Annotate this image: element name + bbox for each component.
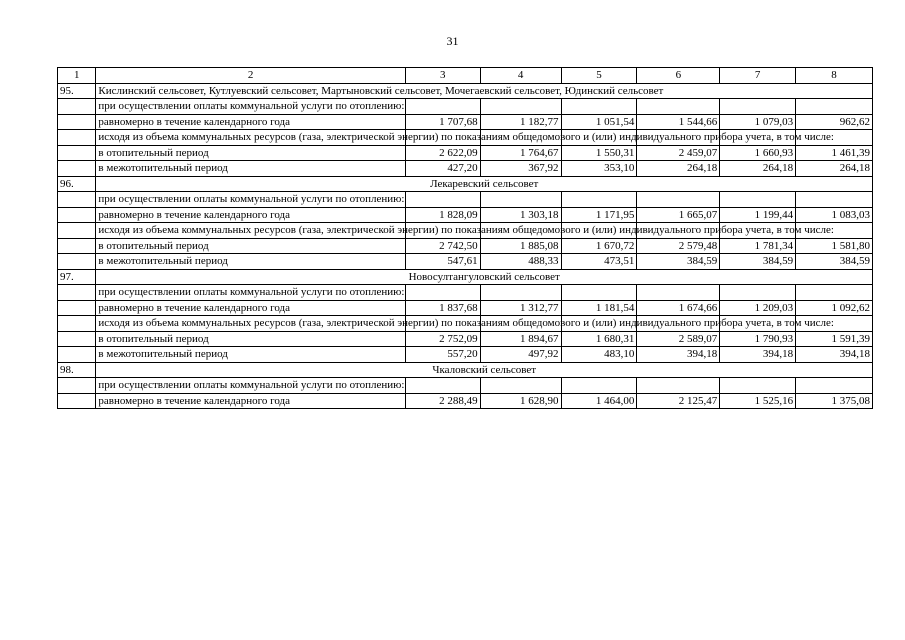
empty-cell xyxy=(405,99,480,115)
table-row xyxy=(58,347,873,363)
empty-cell xyxy=(720,378,796,394)
row-index: 95. xyxy=(58,83,96,99)
value-cell: 1 312,77 xyxy=(480,300,561,316)
column-number: 7 xyxy=(720,68,796,84)
value-cell: 1 209,03 xyxy=(720,300,796,316)
row-description: при осуществлении оплаты коммунальной услуги по отоплению: xyxy=(96,99,405,115)
table-row xyxy=(58,331,873,347)
value-cell: 1 680,31 xyxy=(561,331,637,347)
value-cell: 1 665,07 xyxy=(637,207,720,223)
value-cell: 2 752,09 xyxy=(405,331,480,347)
empty-cell xyxy=(58,300,96,316)
empty-cell xyxy=(637,285,720,301)
column-number: 6 xyxy=(637,68,720,84)
value-cell: 1 828,09 xyxy=(405,207,480,223)
column-number: 5 xyxy=(561,68,637,84)
region-row xyxy=(58,176,873,192)
empty-cell xyxy=(720,285,796,301)
empty-cell xyxy=(796,99,873,115)
row-description: при осуществлении оплаты коммунальной услуги по отоплению: xyxy=(96,192,405,208)
value-cell: 547,61 xyxy=(405,254,480,270)
value-cell: 1 092,62 xyxy=(796,300,873,316)
row-index: 96. xyxy=(58,176,96,192)
value-cell: 1 079,03 xyxy=(720,114,796,130)
page-number: 31 xyxy=(446,34,459,48)
empty-cell xyxy=(58,378,96,394)
empty-cell xyxy=(58,223,96,239)
value-cell: 2 459,07 xyxy=(637,145,720,161)
value-cell: 1 894,67 xyxy=(480,331,561,347)
row-description: в межотопительный период xyxy=(96,254,405,270)
region-name: Лекаревский сельсовет xyxy=(96,176,873,192)
value-cell: 1 461,39 xyxy=(796,145,873,161)
table-row xyxy=(58,114,873,130)
value-cell: 473,51 xyxy=(561,254,637,270)
column-number: 2 xyxy=(96,68,405,84)
value-cell: 1 670,72 xyxy=(561,238,637,254)
value-cell: 394,18 xyxy=(720,347,796,363)
value-cell: 367,92 xyxy=(480,161,561,177)
tariff-table xyxy=(57,67,873,409)
value-cell: 264,18 xyxy=(720,161,796,177)
empty-cell xyxy=(480,378,561,394)
empty-cell xyxy=(58,393,96,409)
value-cell: 384,59 xyxy=(720,254,796,270)
empty-cell xyxy=(58,114,96,130)
empty-cell xyxy=(561,192,637,208)
empty-cell xyxy=(58,207,96,223)
empty-cell xyxy=(58,331,96,347)
row-description: при осуществлении оплаты коммунальной услуги по отоплению: xyxy=(96,378,405,394)
region-row xyxy=(58,362,873,378)
row-description: в отопительный период xyxy=(96,145,405,161)
value-cell: 1 525,16 xyxy=(720,393,796,409)
column-number: 1 xyxy=(58,68,96,84)
empty-cell xyxy=(796,285,873,301)
value-cell: 1 303,18 xyxy=(480,207,561,223)
table-row xyxy=(58,393,873,409)
empty-cell xyxy=(720,192,796,208)
table-row xyxy=(58,238,873,254)
value-cell: 1 550,31 xyxy=(561,145,637,161)
empty-cell xyxy=(58,99,96,115)
value-cell: 2 589,07 xyxy=(637,331,720,347)
row-description: в отопительный период xyxy=(96,238,405,254)
row-description: равномерно в течение календарного года xyxy=(96,393,405,409)
value-cell: 384,59 xyxy=(637,254,720,270)
row-description: равномерно в течение календарного года xyxy=(96,114,405,130)
empty-cell xyxy=(480,285,561,301)
value-cell: 2 622,09 xyxy=(405,145,480,161)
empty-cell xyxy=(796,378,873,394)
value-cell: 2 579,48 xyxy=(637,238,720,254)
region-row xyxy=(58,83,873,99)
column-number: 8 xyxy=(796,68,873,84)
table-row xyxy=(58,223,873,239)
value-cell: 483,10 xyxy=(561,347,637,363)
value-cell: 1 781,34 xyxy=(720,238,796,254)
value-cell: 394,18 xyxy=(637,347,720,363)
row-description: равномерно в течение календарного года xyxy=(96,207,405,223)
empty-cell xyxy=(796,192,873,208)
value-cell: 1 885,08 xyxy=(480,238,561,254)
value-cell: 488,33 xyxy=(480,254,561,270)
row-description: исходя из объема коммунальных ресурсов (газа, электрической энергии) по показаниям общедомового и (или) индивидуального прибора учета, в том числе: xyxy=(96,223,405,239)
value-cell: 557,20 xyxy=(405,347,480,363)
value-cell: 2 288,49 xyxy=(405,393,480,409)
empty-cell xyxy=(58,316,96,332)
empty-cell xyxy=(405,192,480,208)
value-cell: 2 742,50 xyxy=(405,238,480,254)
row-description: равномерно в течение календарного года xyxy=(96,300,405,316)
value-cell: 264,18 xyxy=(637,161,720,177)
empty-cell xyxy=(561,378,637,394)
value-cell: 1 707,68 xyxy=(405,114,480,130)
value-cell: 384,59 xyxy=(796,254,873,270)
empty-cell xyxy=(561,285,637,301)
value-cell: 1 581,80 xyxy=(796,238,873,254)
value-cell: 1 591,39 xyxy=(796,331,873,347)
table-row xyxy=(58,285,873,301)
empty-cell xyxy=(405,285,480,301)
row-description: при осуществлении оплаты коммунальной услуги по отоплению: xyxy=(96,285,405,301)
value-cell: 1 790,93 xyxy=(720,331,796,347)
empty-cell xyxy=(58,161,96,177)
value-cell: 2 125,47 xyxy=(637,393,720,409)
table-row xyxy=(58,145,873,161)
value-cell: 1 674,66 xyxy=(637,300,720,316)
region-row xyxy=(58,269,873,285)
value-cell: 1 083,03 xyxy=(796,207,873,223)
region-name: Чкаловский сельсовет xyxy=(96,362,873,378)
row-description: в межотопительный период xyxy=(96,161,405,177)
value-cell: 1 171,95 xyxy=(561,207,637,223)
table-row xyxy=(58,207,873,223)
row-description: исходя из объема коммунальных ресурсов (газа, электрической энергии) по показаниям общедомового и (или) индивидуального прибора учета, в том числе: xyxy=(96,130,405,146)
value-cell: 1 051,54 xyxy=(561,114,637,130)
table-row xyxy=(58,378,873,394)
table-row xyxy=(58,254,873,270)
value-cell: 1 764,67 xyxy=(480,145,561,161)
empty-cell xyxy=(58,145,96,161)
table-row xyxy=(58,161,873,177)
value-cell: 427,20 xyxy=(405,161,480,177)
empty-cell xyxy=(637,378,720,394)
empty-cell xyxy=(58,254,96,270)
row-description: в отопительный период xyxy=(96,331,405,347)
value-cell: 1 628,90 xyxy=(480,393,561,409)
value-cell: 264,18 xyxy=(796,161,873,177)
empty-cell xyxy=(720,99,796,115)
empty-cell xyxy=(58,238,96,254)
value-cell: 394,18 xyxy=(796,347,873,363)
value-cell: 1 182,77 xyxy=(480,114,561,130)
empty-cell xyxy=(637,99,720,115)
region-name: Новосултангуловский сельсовет xyxy=(96,269,873,285)
empty-cell xyxy=(480,99,561,115)
empty-cell xyxy=(405,378,480,394)
empty-cell xyxy=(561,99,637,115)
row-description: в межотопительный период xyxy=(96,347,405,363)
column-number-row xyxy=(58,68,873,84)
empty-cell xyxy=(480,192,561,208)
region-name: Кислинский сельсовет, Кутлуевский сельсовет, Мартыновский сельсовет, Мочегаевский сельсовет, Юдинский сельсовет xyxy=(96,83,873,99)
row-description: исходя из объема коммунальных ресурсов (газа, электрической энергии) по показаниям общедомового и (или) индивидуального прибора учета, в том числе: xyxy=(96,316,405,332)
row-index: 98. xyxy=(58,362,96,378)
value-cell: 353,10 xyxy=(561,161,637,177)
value-cell: 962,62 xyxy=(796,114,873,130)
empty-cell xyxy=(58,130,96,146)
column-number: 3 xyxy=(405,68,480,84)
empty-cell xyxy=(637,192,720,208)
empty-cell xyxy=(58,347,96,363)
value-cell: 1 837,68 xyxy=(405,300,480,316)
empty-cell xyxy=(58,192,96,208)
table-row xyxy=(58,99,873,115)
value-cell: 1 544,66 xyxy=(637,114,720,130)
table-row xyxy=(58,130,873,146)
column-number: 4 xyxy=(480,68,561,84)
value-cell: 497,92 xyxy=(480,347,561,363)
table-row xyxy=(58,316,873,332)
table-row xyxy=(58,300,873,316)
row-index: 97. xyxy=(58,269,96,285)
table-row xyxy=(58,192,873,208)
empty-cell xyxy=(58,285,96,301)
value-cell: 1 464,00 xyxy=(561,393,637,409)
value-cell: 1 199,44 xyxy=(720,207,796,223)
value-cell: 1 375,08 xyxy=(796,393,873,409)
value-cell: 1 181,54 xyxy=(561,300,637,316)
value-cell: 1 660,93 xyxy=(720,145,796,161)
